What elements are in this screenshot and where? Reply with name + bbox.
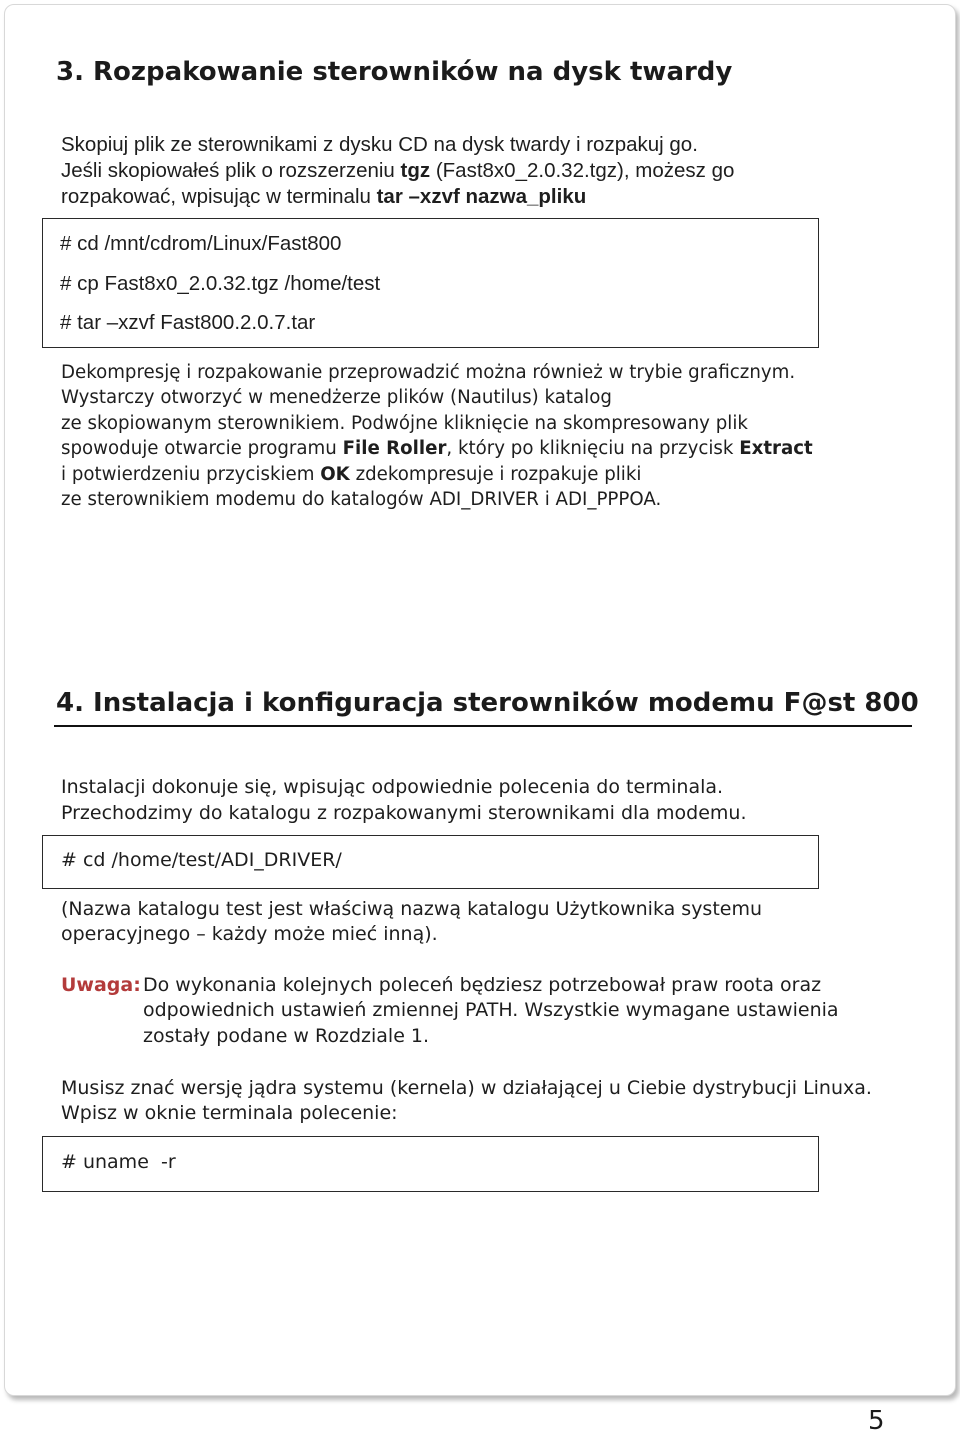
- install-line-2: Przechodzimy do katalogu z rozpakowanymi sterownikami dla modemu.: [61, 802, 747, 824]
- intro-line-1: Skopiuj plik ze sterownikami z dysku CD na dysk twardy i rozpakuj go.: [61, 133, 698, 156]
- section-4-underline: [54, 725, 912, 727]
- page-number: 5: [868, 1406, 885, 1436]
- command-line: # tar –xzvf Fast800.2.0.7.tar: [60, 311, 316, 334]
- install-line-1: Instalacji dokonuje się, wpisując odpowiednie polecenia do terminala.: [61, 776, 724, 798]
- gui-line-2: Wystarczy otworzyć w menedżerze plików (Nautilus) katalog: [61, 387, 612, 408]
- intro-line-2: Jeśli skopiowałeś plik o rozszerzeniu tgz (Fast8x0_2.0.32.tgz), możesz go: [61, 159, 735, 182]
- warning-label: Uwaga:: [61, 974, 141, 996]
- kernel-line-2: Wpisz w oknie terminala polecenie:: [61, 1102, 398, 1124]
- note-line-2: operacyjnego – każdy może mieć inną).: [61, 923, 438, 945]
- command-line: # cd /home/test/ADI_DRIVER/: [61, 849, 342, 871]
- gui-line-3: ze skopiowanym sterownikiem. Podwójne kliknięcie na skompresowany plik: [61, 413, 748, 434]
- kernel-line-1: Musisz znać wersję jądra systemu (kernela) w działającej u Ciebie dystrybucji Linuxa.: [61, 1077, 872, 1099]
- note-line-1: (Nazwa katalogu test jest właściwą nazwą katalogu Użytkownika systemu: [61, 898, 763, 920]
- gui-line-6: ze sterownikiem modemu do katalogów ADI_DRIVER i ADI_PPPOA.: [61, 489, 662, 510]
- warning-line-3: zostały podane w Rozdziale 1.: [143, 1025, 430, 1047]
- section-3-title: 3. Rozpakowanie sterowników na dysk twardy: [56, 57, 733, 87]
- command-line: # cp Fast8x0_2.0.32.tgz /home/test: [60, 272, 381, 295]
- gui-line-5: i potwierdzeniu przyciskiem OK zdekompresuje i rozpakuje pliki: [61, 464, 642, 485]
- section-4-title: 4. Instalacja i konfiguracja sterowników modemu F@st 800: [56, 688, 919, 718]
- intro-line-3: rozpakować, wpisując w terminalu tar –xzvf nazwa_pliku: [61, 185, 587, 208]
- command-line: # cd /mnt/cdrom/Linux/Fast800: [60, 232, 342, 255]
- warning-line-2: odpowiednich ustawień zmiennej PATH. Wszystkie wymagane ustawienia: [143, 999, 839, 1021]
- warning-line-1: Do wykonania kolejnych poleceń będziesz potrzebował praw roota oraz: [143, 974, 822, 996]
- command-line: # uname -r: [61, 1151, 176, 1173]
- gui-line-4: spowoduje otwarcie programu File Roller, który po kliknięciu na przycisk Extract: [61, 438, 813, 459]
- gui-line-1: Dekompresję i rozpakowanie przeprowadzić można również w trybie graficznym.: [61, 362, 796, 383]
